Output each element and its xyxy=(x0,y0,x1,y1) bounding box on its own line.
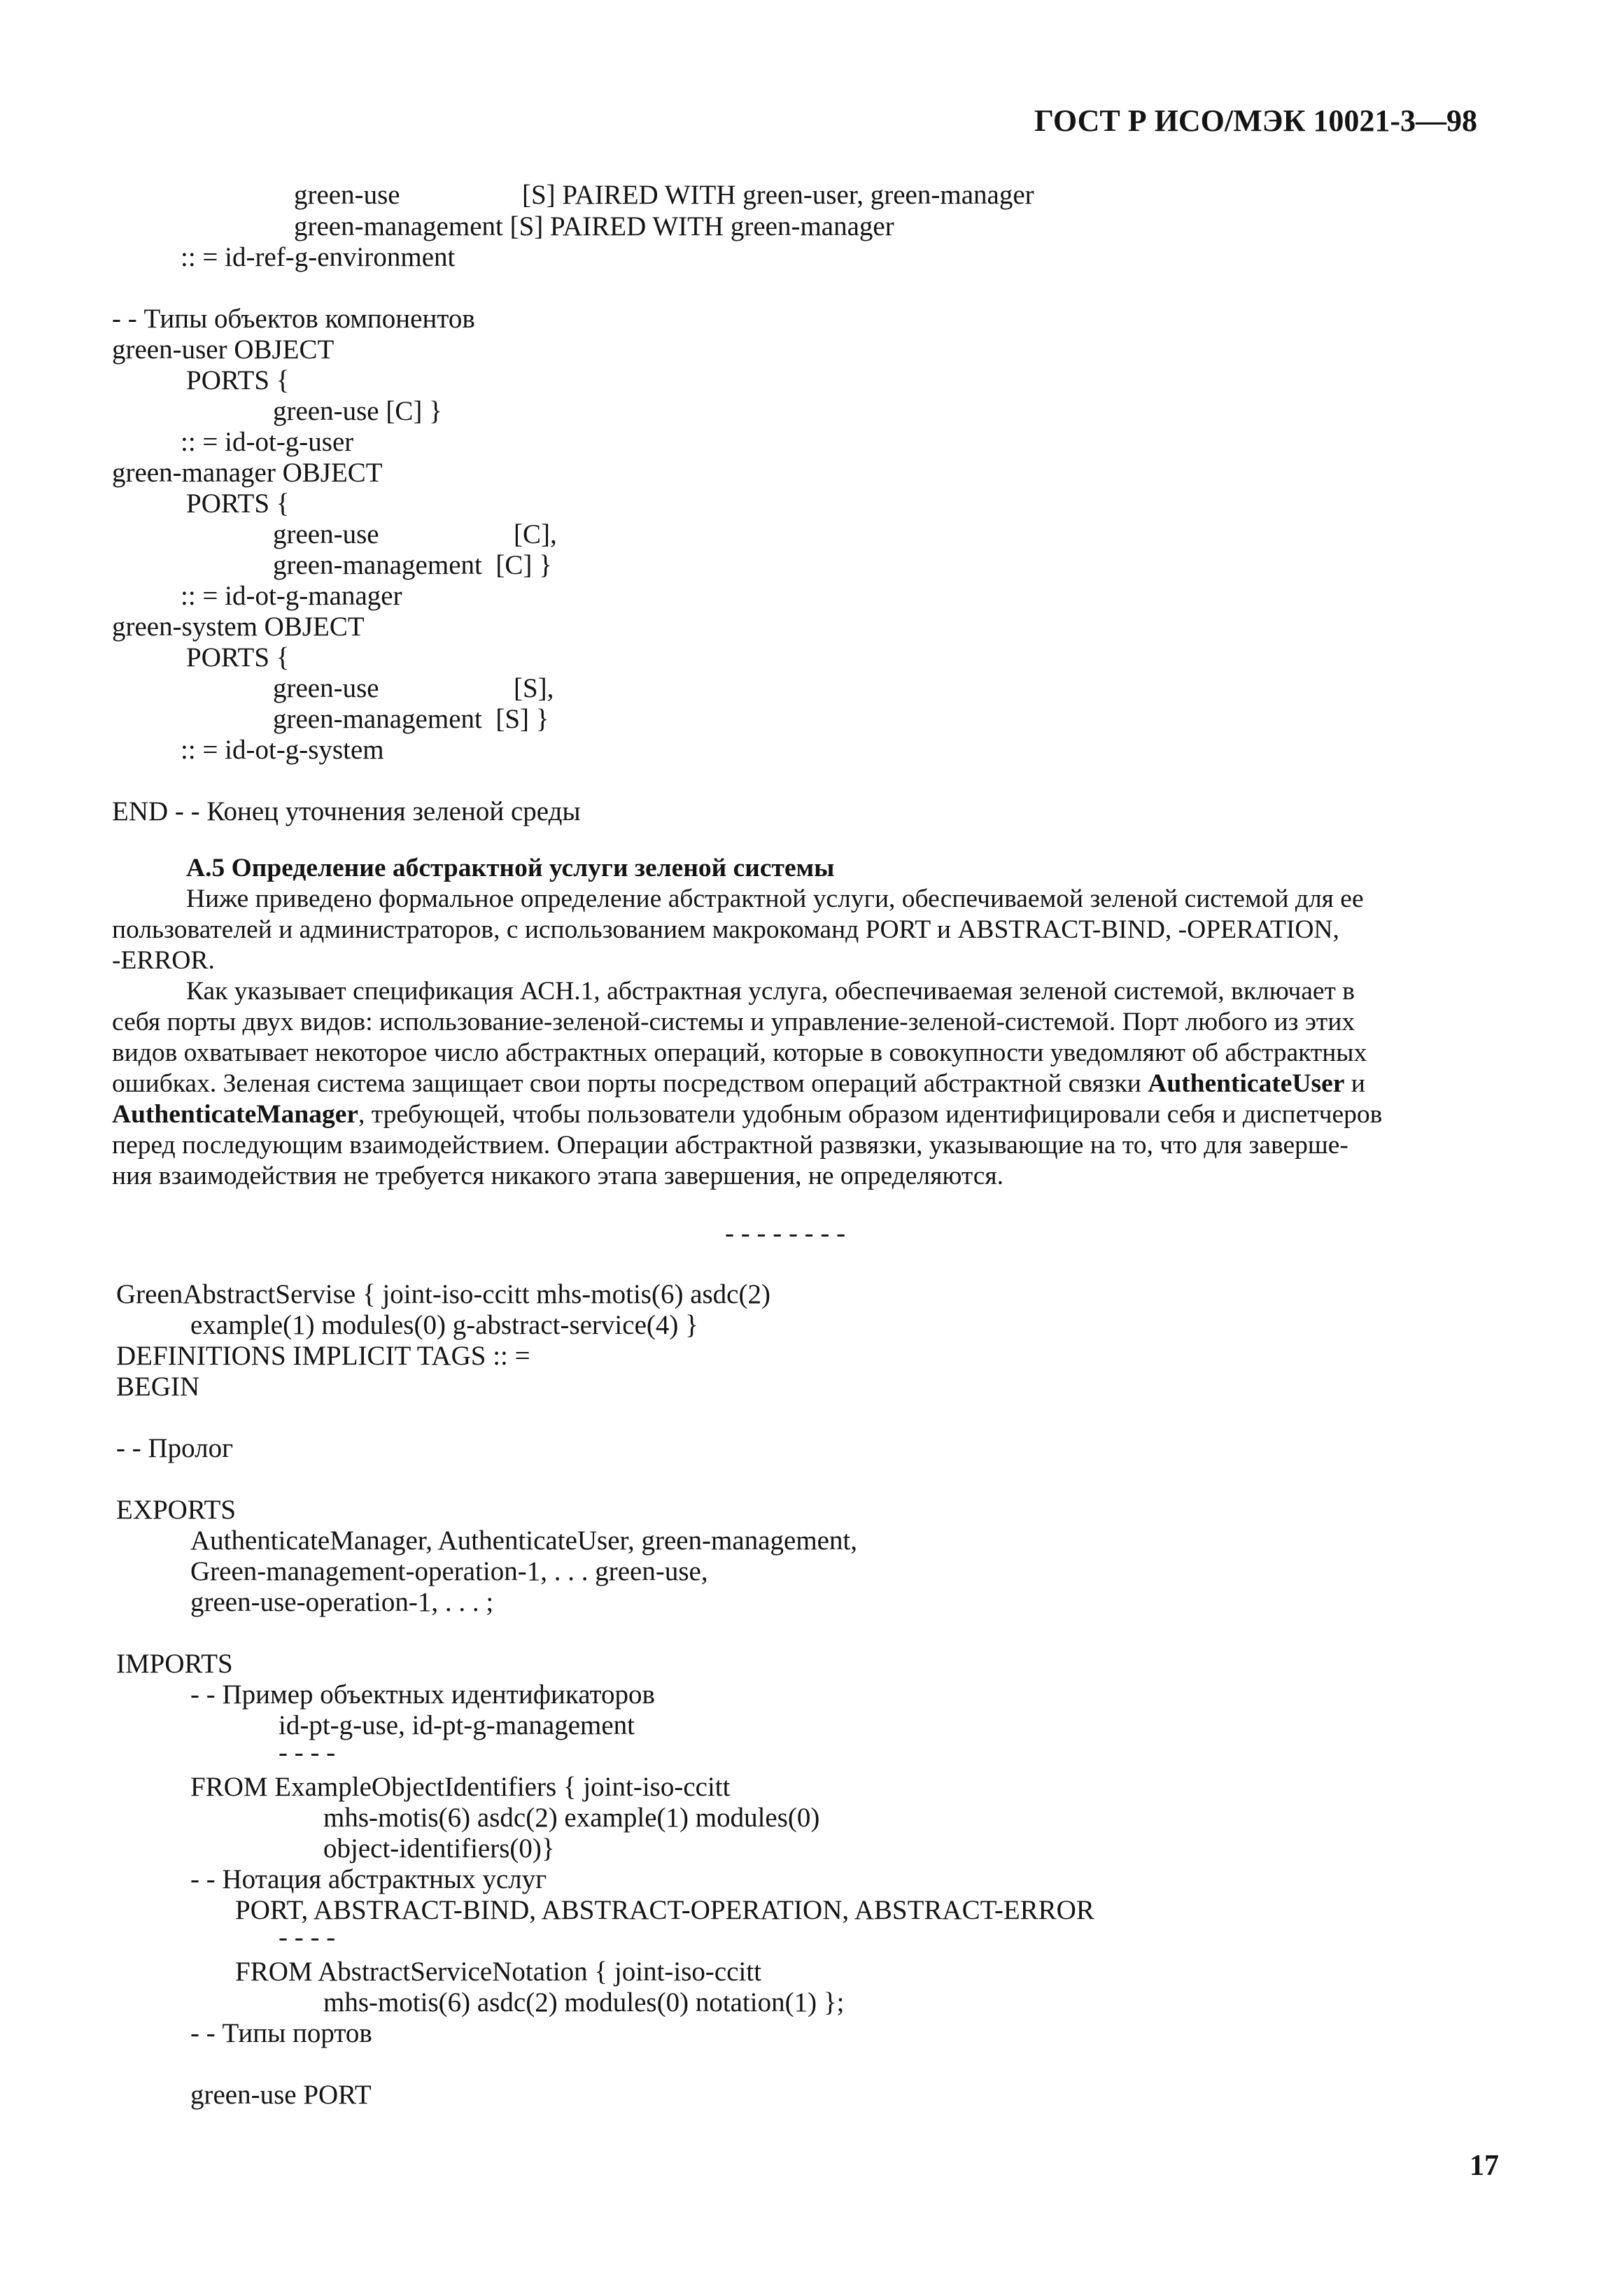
code-line: object-identifiers(0)} xyxy=(323,1833,555,1864)
code-line: green-management [S] PAIRED WITH green-manager xyxy=(294,211,894,241)
code-line: mhs-motis(6) asdc(2) modules(0) notation(1) }; xyxy=(323,1987,845,2017)
paragraph-text: ошибках. Зеленая система защищает свои порты посредством операций абстрактной связки xyxy=(112,1069,1148,1098)
paragraph-line: перед последующим взаимодействием. Операции абстрактной развязки, указывающие на то, что для заверше- xyxy=(112,1131,1348,1160)
code-line: PORTS { xyxy=(186,488,290,519)
code-line: DEFINITIONS IMPLICIT TAGS :: = xyxy=(116,1341,530,1371)
code-comment: - - Типы объектов компонентов xyxy=(112,304,475,334)
code-line: green-use xyxy=(273,673,379,703)
paragraph-line: себя порты двух видов: использование-зеленой-системы и управление-зеленой-системой. Порт любого из этих xyxy=(112,1008,1355,1036)
code-line: BEGIN xyxy=(116,1372,200,1402)
term-authenticate-manager: AuthenticateManager xyxy=(112,1100,359,1129)
code-line: [S] PAIRED WITH green-user, green-manager xyxy=(522,180,1034,210)
code-line: green-use xyxy=(294,180,400,210)
code-line: :: = id-ot-g-system xyxy=(181,735,384,765)
code-line: green-system OBJECT xyxy=(112,612,365,642)
code-line: [S], xyxy=(514,673,554,703)
page-number: 17 xyxy=(1470,2150,1499,2182)
paragraph-line: Ниже приведено формальное определение абстрактной услуги, обеспечиваемой зеленой системой для ее xyxy=(186,885,1364,913)
paragraph-line: -ERROR. xyxy=(112,946,215,975)
section-heading: А.5 Определение абстрактной услуги зеленой системы xyxy=(186,854,835,882)
code-line: PORTS { xyxy=(186,642,290,672)
code-line: green-use xyxy=(273,519,379,549)
code-line: GreenAbstractServise { joint-iso-ccitt mhs-motis(6) asdc(2) xyxy=(116,1279,770,1309)
code-line: - - - - xyxy=(279,1922,336,1952)
paragraph-line: пользователей и администраторов, с использованием макрокоманд PORT и ABSTRACT-BIND, -OPERATION, xyxy=(112,915,1339,944)
code-line: [C], xyxy=(514,519,557,549)
code-line: Green-management-operation-1, . . . green-use, xyxy=(190,1556,708,1586)
code-line: AuthenticateManager, AuthenticateUser, green-management, xyxy=(190,1526,858,1556)
code-line: END - - Конец уточнения зеленой среды xyxy=(112,796,581,826)
code-line: green-management [C] } xyxy=(273,550,552,580)
code-line: - - - - xyxy=(279,1738,336,1768)
code-line: :: = id-ot-g-user xyxy=(181,427,354,457)
code-line: green-manager OBJECT xyxy=(112,458,383,488)
code-comment: - - Типы портов xyxy=(190,2018,372,2048)
code-comment: - - Пример объектных идентификаторов xyxy=(190,1679,655,1710)
paragraph-line: видов охватывает некоторое число абстрактных операций, которые в совокупности уведомляют об абстрактных xyxy=(112,1038,1367,1067)
code-line: id-pt-g-use, id-pt-g-management xyxy=(279,1710,635,1740)
code-line: PORT, ABSTRACT-BIND, ABSTRACT-OPERATION, ABSTRACT-ERROR xyxy=(235,1895,1094,1925)
code-line: green-use-operation-1, . . . ; xyxy=(190,1587,494,1617)
code-line: FROM ExampleObjectIdentifiers { joint-iso-ccitt xyxy=(190,1772,731,1802)
paragraph-line: ния взаимодействия не требуется никакого этапа завершения, не определяются. xyxy=(112,1162,1003,1190)
code-line: green-use [C] } xyxy=(273,396,442,426)
page-header: ГОСТ Р ИСО/МЭК 10021-3—98 xyxy=(1034,104,1478,138)
code-comment: - - Нотация абстрактных услуг xyxy=(190,1864,547,1894)
code-comment: - - Пролог xyxy=(116,1433,234,1463)
code-line: :: = id-ref-g-environment xyxy=(181,242,456,272)
term-authenticate-user: AuthenticateUser xyxy=(1148,1069,1345,1098)
code-line: mhs-motis(6) asdc(2) example(1) modules(0) xyxy=(323,1803,820,1833)
paragraph-line xyxy=(112,1099,1382,1131)
paragraph-line xyxy=(112,1068,1365,1100)
code-line: PORTS { xyxy=(186,365,290,395)
code-line: green-use PORT xyxy=(190,2080,372,2110)
paragraph-line: Как указывает спецификация АСН.1, абстрактная услуга, обеспечиваемая зеленой системой, включает в xyxy=(186,977,1355,1006)
code-line: green-user OBJECT xyxy=(112,334,334,365)
code-line: example(1) modules(0) g-abstract-service(4) } xyxy=(190,1310,698,1340)
code-line: IMPORTS xyxy=(116,1649,233,1679)
paragraph-text: , требующей, чтобы пользователи удобным образом идентифицировали себя и диспетчеров xyxy=(358,1100,1383,1129)
code-line: :: = id-ot-g-manager xyxy=(181,581,402,611)
paragraph-text: и xyxy=(1344,1069,1365,1098)
code-line: green-management [S] } xyxy=(273,704,549,734)
code-line: FROM AbstractServiceNotation { joint-iso-ccitt xyxy=(235,1957,762,1987)
code-line: EXPORTS xyxy=(116,1495,237,1525)
separator: - - - - - - - - xyxy=(725,1218,846,1248)
